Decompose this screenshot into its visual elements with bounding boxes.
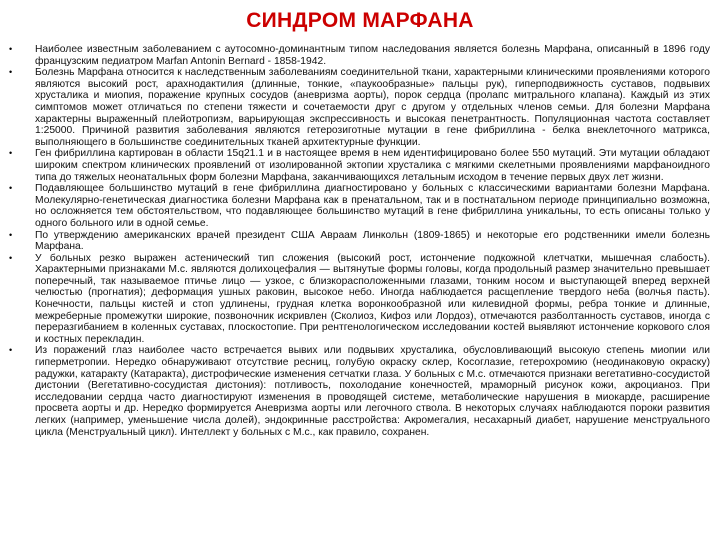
list-item: [8, 44, 710, 67]
list-item: [8, 253, 710, 346]
bullet-icon: •: [9, 67, 13, 78]
bullet-icon: •: [9, 148, 13, 159]
bullet-text: Ген фибриллина картирован в области 15q21.1 и в настоящее время в нем идентифицировано более 550 мутаций. Эти мутации обладают широким спектром клинических проявлений от изолированной эктопии хрусталика с мягкими скелетными проявлениями марфаноидного типа до тяжелых неонатальных форм болезни Марфана, заканчивающихся летальным исходом в течение первых двух лет жизни.: [35, 148, 710, 183]
bullet-icon: •: [9, 229, 13, 240]
bullet-text: По утверждению американских врачей президент США Авраам Линкольн (1809-1865) и некоторые его родственники имели болезнь Марфана.: [35, 229, 710, 253]
bullet-text: Болезнь Марфана относится к наследственным заболеваниям соединительной ткани, характерными клиническими проявлениями которого являются высокий рост, арахнодактилия (длинные, тонкие, «паукообразные» пальцы рук), гиперподвижность суставов, подвывих хрусталика и миопия, поражение крупных сосудов (аневризма аорты), порок сердца (пролапс митрального клапана). Каждый из этих симптомов может отличаться по степени тяжести и сочетаемости друг с другом у отдельных членов семьи. Для болезни Марфана характерны выраженный плейотропизм, варьирующая экспрессивность и высокая пенетрантность. Популяционная частота составляет 1:25000. Причиной развития заболевания являются гетерозиготные мутации в гене фибриллина - белка внеклеточного матрикса, выполняющего в большинстве соединительных тканей архитектурные функции.: [35, 67, 710, 148]
bullet-text: Из поражений глаз наиболее часто встречается вывих или подвывих хрусталика, обусловливающий высокую степень миопии или гиперметропии. Нередко обнаруживают отсутствие ресниц, голубую окраску склер, Косоглазие, гетерохромию (неодинаковую окраску) радужки, катаракту (Катаракта), дистрофические изменения сетчатки глаза. У больных с М.с. отмечаются признаки вегетативно-сосудистой дистонии (Вегетативно-сосудистая дистония): потливость, похолодание конечностей, мраморный рисунок кожи, акроцианоз. При исследовании сердца часто диагностируют изменения в проводящей системе, метаболические нарушения в миокарде, расширение просвета аорты и др. Нередко формируется Аневризма аорты или легочного ствола. В некоторых случаях наблюдаются пороки развития легких (например, уменьшение числа долей), эндокринные расстройства: Акромегалия, несахарный диабет, нарушение менструального цикла (Менструальный цикл). Интеллект у больных с М.с., как правило, сохранен.: [35, 345, 710, 438]
list-item: [8, 230, 710, 253]
list-item: [8, 183, 710, 229]
bullet-list: [8, 44, 710, 438]
bullet-icon: •: [9, 252, 13, 263]
bullet-text: У больных резко выражен астенический тип сложения (высокий рост, истончение подкожной клетчатки, мышечная слабость). Характерными признаками М.с. являются долихоцефалия — вытянутые формы головы, когда продольный размер значительно превышает поперечный, так называемое птичье лицо — узкое, с близкорасположенными глазами, тонким носом и выступающей вперед верхней челюстью (прогнатия); деформация ушных раковин, высокое небо. Иногда наблюдается расщепление твердого неба (волчья пасть). Конечности, пальцы кистей и стоп удлинены, грудная клетка воронкообразной или килевидной формы, ребра тонкие и длинные, межреберные промежутки широкие, позвоночник искривлен (Сколиоз, Кифоз или Лордоз), отмечаются разболтанность суставов, иногда с переразгибанием в коленных суставах, плоскостопие. При рентгенологическом исследовании костей выявляют истончение коркового слоя и костных перекладин.: [35, 252, 710, 345]
slide-title: СИНДРОМ МАРФАНА: [246, 9, 474, 32]
bullet-text: Подавляющее большинство мутаций в гене фибриллина диагностировано у больных с классическими вариантами болезни Марфана. Молекулярно-генетическая диагностика болезни Марфана как в пренатальном, так и в постнатальном периоде принципиально возможна, но осложняется тем обстоятельством, что подавляющее большинство мутаций в гене фибриллина уникальны, то есть описаны только у одного больного или в одной семье.: [35, 183, 710, 229]
list-item: [8, 345, 710, 438]
bullet-icon: •: [9, 345, 13, 356]
bullet-text: Наиболее известным заболеванием с аутосомно-доминантным типом наследования является болезнь Марфана, описанный в 1896 году французским педиатром Marfan Antonin Bernard - 1858-1942.: [35, 44, 710, 67]
list-item: [8, 148, 710, 183]
bullet-icon: •: [9, 183, 13, 194]
bullet-icon: •: [9, 44, 13, 54]
list-item: [8, 67, 710, 148]
